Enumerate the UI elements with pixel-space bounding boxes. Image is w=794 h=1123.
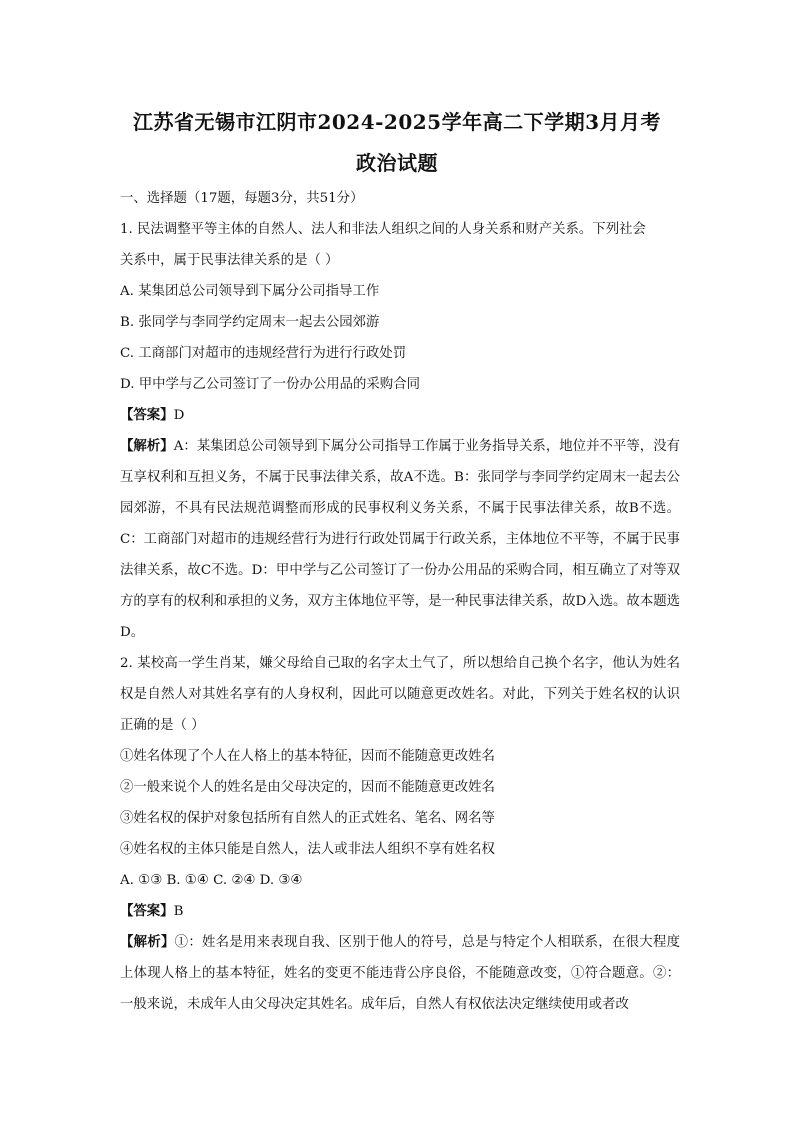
document-title-line1: 江苏省无锡市江阴市2024-2025学年高二下学期3月月考	[132, 110, 662, 134]
q1-option-c: C. 工商部门对超市的违规经营行为进行行政处罚	[120, 346, 407, 361]
document-body	[120, 183, 680, 1020]
q2-analysis-label: 【解析】	[120, 934, 175, 950]
q2-answer-label: 【答案】	[120, 903, 174, 919]
document-title-line2: 政治试题	[356, 151, 438, 175]
q2-item-4: ④姓名权的主体只能是自然人，法人或非法人组织不享有姓名权	[120, 842, 495, 857]
section-heading: 一、选择题（17题，每题3分，共51分）	[120, 191, 364, 206]
q1-stem-line1: 1. 民法调整平等主体的自然人、法人和非法人组织之间的人身关系和财产关系。下列社会	[120, 222, 646, 237]
q2-stem: 2. 某校高一学生肖某，嫌父母给自己取的名字太土气了，所以想给自己换个名字，他认为姓名权是自然人对其姓名享有的人身权利，因此可以随意更改姓名。对此，下列关于姓名权的认识正确的是（ ）	[120, 656, 680, 733]
q2-answer	[120, 896, 680, 927]
q2-choices: A. ①③ B. ①④ C. ②④ D. ③④	[120, 873, 303, 888]
q2-answer-value: B	[173, 904, 184, 919]
q2-item-2: ②一般来说个人的姓名是由父母决定的，因而不能随意更改姓名	[120, 780, 495, 795]
q1-option-b: B. 张同学与李同学约定周末一起去公园郊游	[120, 315, 380, 330]
q2-item-3: ③姓名权的保护对象包括所有自然人的正式姓名、笔名、网名等	[120, 811, 495, 826]
q1-option-d: D. 甲中学与乙公司签订了一份办公用品的采购合同	[120, 377, 420, 392]
q1-analysis-label: 【解析】	[120, 438, 174, 454]
q1-analysis-text: A：某集团总公司领导到下属分公司指导工作属于业务指导关系，地位并不平等，没有互享权利和互担义务，不属于民事法律关系，故A不选。B：张同学与李同学约定周末一起去公园郊游，不具有民法规范调整而形成的民事权利义务关系，不属于民事法律关系，故B不选。C：工商部门对超市的违规经营行为进行行政处罚属于行政关系，主体地位不平等，不属于民事法律关系，故C不选。D：甲中学与乙公司签订了一份办公用品的采购合同，相互确立了对等双方的享有的权利和承担的义务，双方主体地位平等，是一种民事法律关系，故D入选。故本题选D。	[120, 439, 681, 640]
q1-answer	[120, 400, 680, 431]
q1-stem-line2: 关系中，属于民事法律关系的是（ ）	[120, 253, 339, 268]
q1-option-a: A. 某集团总公司领导到下属分公司指导工作	[120, 284, 380, 299]
q1-analysis	[120, 431, 680, 648]
q2-analysis-text: ①：姓名是用来表现自我、区别于他人的符号，总是与特定个人相联系，在很大程度上体现人格上的基本特征，姓名的变更不能违背公序良俗，不能随意改变，①符合题意。②：一般来说，未成年人由父母决定其姓名。成年后，自然人有权依法决定继续使用或者改	[120, 935, 681, 1012]
q1-answer-label: 【答案】	[120, 407, 174, 423]
q2-item-1: ①姓名体现了个人在人格上的基本特征，因而不能随意更改姓名	[120, 749, 495, 764]
q2-analysis	[120, 927, 680, 1020]
q1-answer-value: D	[173, 408, 185, 423]
